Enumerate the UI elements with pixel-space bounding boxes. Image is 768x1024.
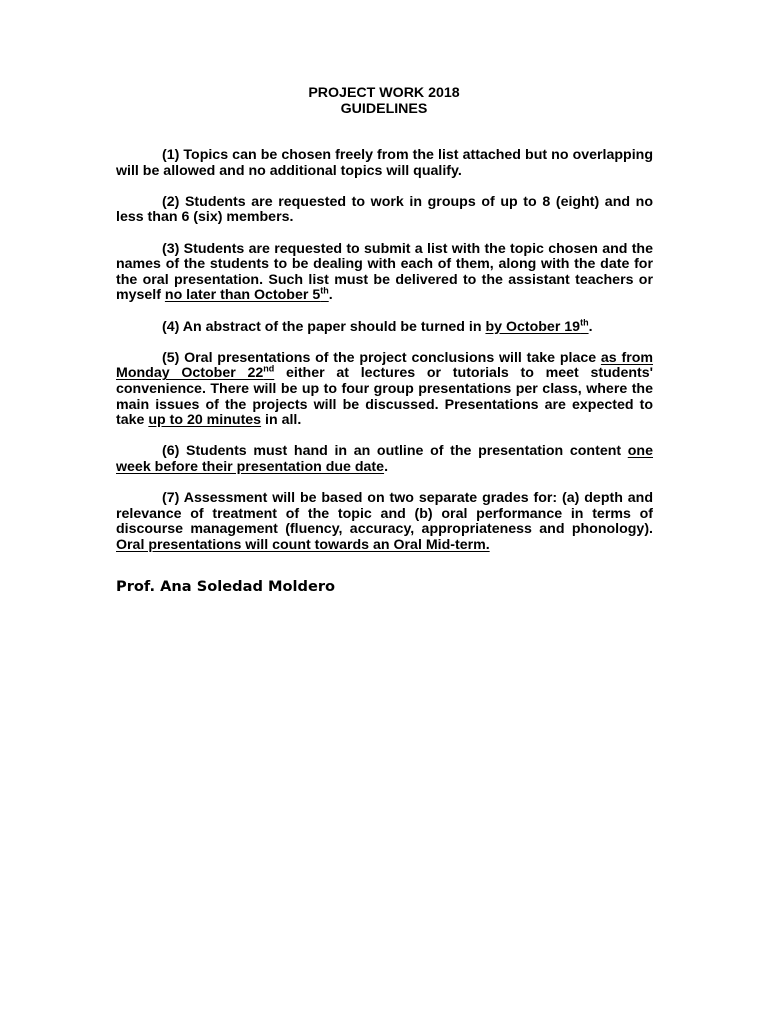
author-signature: Prof. Ana Soledad Moldero bbox=[116, 578, 336, 595]
guideline-paragraph-2 bbox=[116, 195, 653, 226]
paragraph-3-deadline bbox=[165, 287, 329, 303]
guideline-paragraph-4 bbox=[116, 316, 653, 336]
title-line-1: PROJECT WORK 2018 bbox=[308, 85, 460, 101]
title-line-2: GUIDELINES bbox=[340, 100, 428, 117]
paragraph-5-text: (5) Oral presentations of the project conclusions will take place bbox=[162, 349, 601, 366]
paragraph-5-ordinal: nd bbox=[263, 363, 275, 374]
paragraph-4-deadline bbox=[485, 316, 589, 335]
paragraph-2-text: (2) Students are requested to work in groups of up to 8 (eight) and no less than 6 (six) members. bbox=[116, 193, 653, 226]
guideline-paragraph-3 bbox=[116, 242, 653, 304]
guideline-paragraph-6 bbox=[116, 444, 653, 475]
paragraph-5-start-date-text: as from Monday October 22 bbox=[116, 349, 653, 382]
guidelines-body bbox=[116, 148, 653, 569]
paragraph-3-deadline-text: no later than October 5 bbox=[164, 287, 321, 304]
paragraph-4-end: . bbox=[588, 318, 593, 335]
paragraph-7-text: (7) Assessment will be based on two separate grades for: (a) depth and relevance of treatment of the topic and (b) oral performance in terms of discourse management (fluency, accuracy, appropriateness and phonology). bbox=[116, 490, 653, 538]
paragraph-5-duration: up to 20 minutes bbox=[148, 412, 262, 429]
guideline-paragraph-1 bbox=[116, 148, 653, 179]
paragraph-3-end: . bbox=[328, 287, 333, 304]
paragraph-6-end: . bbox=[384, 458, 389, 475]
guideline-paragraph-5 bbox=[116, 351, 653, 429]
paragraph-6-deadline: one week before their presentation due date bbox=[116, 443, 653, 475]
guideline-paragraph-7 bbox=[116, 491, 653, 553]
paragraph-6-text: (6) Students must hand in an outline of the presentation content bbox=[162, 443, 628, 460]
paragraph-5-middle: either at lectures or tutorials to meet students' convenience. There will be up to four group presentations per class, where the main issues of the projects will be discussed. Presentations are expected to take bbox=[116, 365, 653, 429]
document-title bbox=[0, 86, 768, 117]
paragraph-3-ordinal: th bbox=[320, 285, 329, 296]
paragraph-4-ordinal: th bbox=[580, 316, 589, 327]
paragraph-5-end: in all. bbox=[261, 412, 302, 429]
paragraph-4-text: (4) An abstract of the paper should be turned in bbox=[162, 318, 486, 335]
paragraph-4-deadline-text: by October 19 bbox=[485, 318, 581, 335]
paragraph-7-midterm-note: Oral presentations will count towards an Oral Mid-term. bbox=[116, 536, 490, 553]
paragraph-1-text: (1) Topics can be chosen freely from the list attached but no overlapping will be allowed and no additional topics will qualify. bbox=[116, 147, 653, 179]
paragraph-3-text: (3) Students are requested to submit a list with the topic chosen and the names of the students to be dealing with each of them, along with the date for the oral presentation. Such list must be delivered to the assistant teachers or myself bbox=[116, 240, 653, 304]
